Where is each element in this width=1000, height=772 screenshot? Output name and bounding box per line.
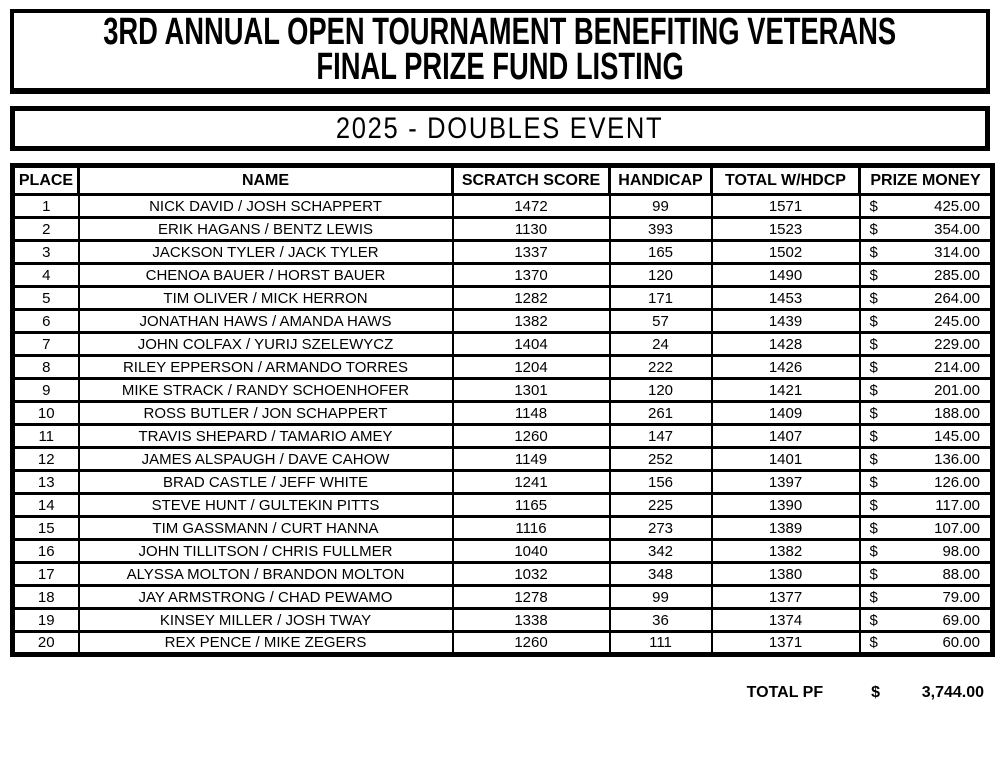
dollar-sign: $ [869, 312, 878, 330]
handicap-cell: 147 [610, 425, 712, 448]
table-row [13, 241, 993, 264]
total-w-hdcp-cell: 1374 [712, 609, 860, 632]
handicap-cell: 252 [610, 448, 712, 471]
dollar-sign: $ [869, 565, 878, 583]
dollar-sign: $ [869, 243, 878, 261]
table-row [13, 586, 993, 609]
scratch-score-cell: 1148 [453, 402, 610, 425]
scratch-score-cell: 1241 [453, 471, 610, 494]
total-w-hdcp-cell: 1380 [712, 563, 860, 586]
scratch-score-cell: 1337 [453, 241, 610, 264]
total-w-hdcp-cell: 1421 [712, 379, 860, 402]
name-cell: STEVE HUNT / GULTEKIN PITTS [79, 494, 453, 517]
total-prize-fund-row [10, 684, 990, 702]
scratch-score-cell: 1032 [453, 563, 610, 586]
prize-amount: 245.00 [934, 312, 980, 330]
place-cell: 14 [13, 494, 79, 517]
name-cell: JACKSON TYLER / JACK TYLER [79, 241, 453, 264]
table-row [13, 402, 993, 425]
handicap-cell: 111 [610, 632, 712, 655]
table-row [13, 425, 993, 448]
place-cell: 1 [13, 195, 79, 218]
total-w-hdcp-cell: 1409 [712, 402, 860, 425]
prize-money-cell [860, 425, 993, 448]
dollar-sign: $ [869, 519, 878, 537]
total-w-hdcp-cell: 1439 [712, 310, 860, 333]
prize-amount: 136.00 [934, 450, 980, 468]
total-w-hdcp-cell: 1389 [712, 517, 860, 540]
scratch-score-cell: 1130 [453, 218, 610, 241]
total-w-hdcp-cell: 1453 [712, 287, 860, 310]
title-line-2 [14, 46, 986, 88]
dollar-sign: $ [869, 335, 878, 353]
place-cell: 19 [13, 609, 79, 632]
name-cell: TIM GASSMANN / CURT HANNA [79, 517, 453, 540]
dollar-sign: $ [869, 611, 878, 629]
name-cell: NICK DAVID / JOSH SCHAPPERT [79, 195, 453, 218]
handicap-cell: 36 [610, 609, 712, 632]
scratch-score-cell: 1278 [453, 586, 610, 609]
total-pf-label: TOTAL PF [746, 684, 824, 701]
total-w-hdcp-cell: 1502 [712, 241, 860, 264]
table-row [13, 356, 993, 379]
prize-money-cell [860, 494, 993, 517]
name-cell: TIM OLIVER / MICK HERRON [79, 287, 453, 310]
total-w-hdcp-cell: 1401 [712, 448, 860, 471]
scratch-score-cell: 1382 [453, 310, 610, 333]
table-row [13, 471, 993, 494]
dollar-sign: $ [869, 496, 878, 514]
prize-amount: 314.00 [934, 243, 980, 261]
prize-amount: 188.00 [934, 404, 980, 422]
place-cell: 12 [13, 448, 79, 471]
title-line-1 [14, 11, 986, 53]
table-row [13, 333, 993, 356]
scratch-score-cell: 1165 [453, 494, 610, 517]
total-w-hdcp-cell: 1407 [712, 425, 860, 448]
name-cell: REX PENCE / MIKE ZEGERS [79, 632, 453, 655]
handicap-cell: 24 [610, 333, 712, 356]
prize-money-cell [860, 609, 993, 632]
prize-amount: 60.00 [942, 634, 980, 651]
handicap-cell: 99 [610, 586, 712, 609]
prize-amount: 117.00 [935, 496, 980, 514]
place-cell: 5 [13, 287, 79, 310]
table-row [13, 609, 993, 632]
total-w-hdcp-cell: 1371 [712, 632, 860, 655]
dollar-sign: $ [869, 220, 878, 238]
handicap-cell: 273 [610, 517, 712, 540]
scratch-score-cell: 1370 [453, 264, 610, 287]
event-banner [10, 106, 990, 151]
total-w-hdcp-cell: 1426 [712, 356, 860, 379]
prize-amount: 107.00 [934, 519, 980, 537]
handicap-cell: 120 [610, 379, 712, 402]
dollar-sign: $ [869, 542, 878, 560]
prize-money-cell [860, 195, 993, 218]
name-cell: JAY ARMSTRONG / CHAD PEWAMO [79, 586, 453, 609]
prize-amount: 79.00 [942, 588, 980, 606]
prize-money-cell [860, 402, 993, 425]
dollar-sign: $ [869, 197, 878, 215]
handicap-cell: 99 [610, 195, 712, 218]
name-cell: KINSEY MILLER / JOSH TWAY [79, 609, 453, 632]
prize-money-cell [860, 218, 993, 241]
prize-money-cell [860, 471, 993, 494]
table-header-row [13, 166, 993, 195]
dollar-sign: $ [869, 404, 878, 422]
prize-money-cell [860, 448, 993, 471]
prize-money-cell [860, 379, 993, 402]
name-cell: MIKE STRACK / RANDY SCHOENHOFER [79, 379, 453, 402]
event-name: 2025 - DOUBLES EVENT [336, 111, 664, 145]
name-cell: JOHN TILLITSON / CHRIS FULLMER [79, 540, 453, 563]
place-cell: 13 [13, 471, 79, 494]
prize-amount: 69.00 [942, 611, 980, 629]
scratch-score-cell: 1301 [453, 379, 610, 402]
prize-amount: 201.00 [934, 381, 980, 399]
name-cell: ALYSSA MOLTON / BRANDON MOLTON [79, 563, 453, 586]
scratch-score-cell: 1404 [453, 333, 610, 356]
dollar-sign: $ [869, 588, 878, 606]
prize-money-cell [860, 310, 993, 333]
prize-money-cell [860, 586, 993, 609]
prize-amount: 145.00 [934, 427, 980, 445]
handicap-cell: 393 [610, 218, 712, 241]
prize-amount: 98.00 [942, 542, 980, 560]
scratch-score-cell: 1204 [453, 356, 610, 379]
table-row [13, 563, 993, 586]
place-cell: 7 [13, 333, 79, 356]
total-w-hdcp-cell: 1428 [712, 333, 860, 356]
table-row [13, 379, 993, 402]
scratch-score-cell: 1116 [453, 517, 610, 540]
place-cell: 11 [13, 425, 79, 448]
handicap-cell: 165 [610, 241, 712, 264]
handicap-cell: 120 [610, 264, 712, 287]
dollar-sign: $ [869, 266, 878, 284]
place-cell: 17 [13, 563, 79, 586]
header-handicap: HANDICAP [610, 166, 712, 195]
place-cell: 9 [13, 379, 79, 402]
place-cell: 15 [13, 517, 79, 540]
handicap-cell: 225 [610, 494, 712, 517]
total-w-hdcp-cell: 1490 [712, 264, 860, 287]
prize-money-cell [860, 287, 993, 310]
prize-amount: 229.00 [934, 335, 980, 353]
header-name: NAME [79, 166, 453, 195]
handicap-cell: 261 [610, 402, 712, 425]
prize-amount: 126.00 [934, 473, 980, 491]
scratch-score-cell: 1149 [453, 448, 610, 471]
document-title-box [10, 9, 990, 94]
place-cell: 20 [13, 632, 79, 655]
scratch-score-cell: 1260 [453, 632, 610, 655]
table-row [13, 287, 993, 310]
dollar-sign: $ [869, 450, 878, 468]
total-currency-symbol: $ [871, 684, 880, 701]
table-row [13, 264, 993, 287]
name-cell: ROSS BUTLER / JON SCHAPPERT [79, 402, 453, 425]
prize-money-cell [860, 356, 993, 379]
name-cell: CHENOA BAUER / HORST BAUER [79, 264, 453, 287]
dollar-sign: $ [869, 381, 878, 399]
document-subtitle: FINAL PRIZE FUND LISTING [316, 46, 684, 88]
handicap-cell: 342 [610, 540, 712, 563]
prize-amount: 264.00 [934, 289, 980, 307]
prize-money-cell [860, 563, 993, 586]
dollar-sign: $ [869, 634, 878, 651]
prize-money-cell [860, 632, 993, 655]
dollar-sign: $ [869, 358, 878, 376]
total-pf-amount: 3,744.00 [921, 684, 984, 701]
dollar-sign: $ [869, 289, 878, 307]
table-row [13, 517, 993, 540]
handicap-cell: 222 [610, 356, 712, 379]
place-cell: 4 [13, 264, 79, 287]
total-w-hdcp-cell: 1390 [712, 494, 860, 517]
name-cell: ERIK HAGANS / BENTZ LEWIS [79, 218, 453, 241]
prize-fund-table [10, 163, 995, 657]
place-cell: 8 [13, 356, 79, 379]
dollar-sign: $ [869, 427, 878, 445]
name-cell: RILEY EPPERSON / ARMANDO TORRES [79, 356, 453, 379]
total-w-hdcp-cell: 1397 [712, 471, 860, 494]
place-cell: 10 [13, 402, 79, 425]
table-row [13, 195, 993, 218]
table-row [13, 494, 993, 517]
dollar-sign: $ [869, 473, 878, 491]
place-cell: 18 [13, 586, 79, 609]
total-w-hdcp-cell: 1382 [712, 540, 860, 563]
place-cell: 6 [13, 310, 79, 333]
prize-amount: 285.00 [934, 266, 980, 284]
scratch-score-cell: 1472 [453, 195, 610, 218]
handicap-cell: 171 [610, 287, 712, 310]
handicap-cell: 156 [610, 471, 712, 494]
total-w-hdcp-cell: 1571 [712, 195, 860, 218]
prize-money-cell [860, 540, 993, 563]
scratch-score-cell: 1338 [453, 609, 610, 632]
table-row [13, 218, 993, 241]
header-total-w-hdcp: TOTAL W/HDCP [712, 166, 860, 195]
scratch-score-cell: 1040 [453, 540, 610, 563]
prize-amount: 425.00 [934, 197, 980, 215]
name-cell: JONATHAN HAWS / AMANDA HAWS [79, 310, 453, 333]
tournament-title: 3RD ANNUAL OPEN TOURNAMENT BENEFITING VETERANS [103, 11, 897, 53]
name-cell: JOHN COLFAX / YURIJ SZELEWYCZ [79, 333, 453, 356]
name-cell: TRAVIS SHEPARD / TAMARIO AMEY [79, 425, 453, 448]
prize-money-cell [860, 333, 993, 356]
header-scratch-score: SCRATCH SCORE [453, 166, 610, 195]
prize-amount: 88.00 [942, 565, 980, 583]
header-prize-money: PRIZE MONEY [860, 166, 993, 195]
total-w-hdcp-cell: 1377 [712, 586, 860, 609]
prize-money-cell [860, 264, 993, 287]
prize-money-cell [860, 241, 993, 264]
table-row [13, 540, 993, 563]
place-cell: 2 [13, 218, 79, 241]
header-place: PLACE [13, 166, 79, 195]
place-cell: 16 [13, 540, 79, 563]
prize-amount: 214.00 [934, 358, 980, 376]
place-cell: 3 [13, 241, 79, 264]
name-cell: JAMES ALSPAUGH / DAVE CAHOW [79, 448, 453, 471]
table-row [13, 448, 993, 471]
scratch-score-cell: 1260 [453, 425, 610, 448]
scratch-score-cell: 1282 [453, 287, 610, 310]
name-cell: BRAD CASTLE / JEFF WHITE [79, 471, 453, 494]
table-row [13, 632, 993, 655]
total-w-hdcp-cell: 1523 [712, 218, 860, 241]
handicap-cell: 348 [610, 563, 712, 586]
handicap-cell: 57 [610, 310, 712, 333]
prize-money-cell [860, 517, 993, 540]
table-row [13, 310, 993, 333]
prize-amount: 354.00 [934, 220, 980, 238]
